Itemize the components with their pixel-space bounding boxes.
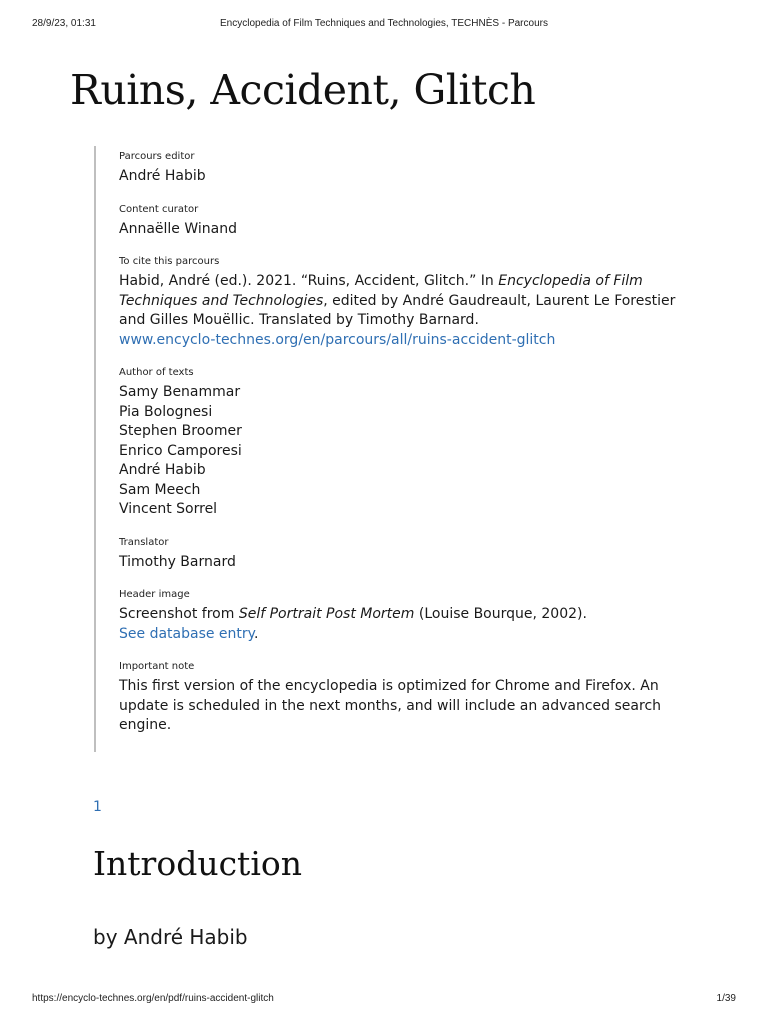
database-entry-suffix: .	[253, 625, 259, 642]
author-item: André Habib	[119, 462, 206, 478]
parcours-metadata	[94, 146, 679, 752]
editor-value: André Habib	[119, 168, 206, 184]
print-footer-url: https://encyclo-technes.org/en/pdf/ruins-accident-glitch	[32, 993, 274, 1004]
citation-text-part1: Habid, André (ed.). 2021. “Ruins, Accident, Glitch.” In	[119, 273, 499, 289]
header-image-credit	[119, 605, 679, 644]
editor-label: Parcours editor	[119, 151, 195, 162]
page-title: Ruins, Accident, Glitch	[70, 66, 536, 114]
citation-block	[119, 255, 679, 350]
header-image-block	[119, 588, 679, 644]
editor-block	[119, 150, 679, 187]
print-doc-title: Encyclopedia of Film Techniques and Technologies, TECHNÈS - Parcours	[220, 18, 548, 29]
authors-block	[119, 366, 679, 520]
author-item: Vincent Sorrel	[119, 501, 218, 517]
database-entry-link[interactable]: See database entry	[119, 625, 254, 642]
citation-label: To cite this parcours	[119, 256, 220, 267]
curator-value: Annaëlle Winand	[119, 220, 237, 237]
author-item: Pia Bolognesi	[119, 403, 213, 420]
author-item: Stephen Broomer	[119, 423, 242, 439]
author-item: Samy Benammar	[119, 384, 241, 400]
citation-italic-title: Encyclopedia of Film Techniques and Technologies	[119, 273, 643, 309]
section-heading: Introduction	[93, 844, 302, 883]
byline: by André Habib	[93, 925, 248, 949]
author-item: Enrico Camporesi	[119, 442, 242, 459]
header-image-film-title: Self Portrait Post Mortem	[238, 606, 415, 622]
note-text: This first version of the encyclopedia is optimized for Chrome and Firefox. An update is scheduled in the next months, and will include an advanced search engine.	[119, 678, 662, 733]
print-header	[32, 18, 736, 32]
note-block	[119, 660, 679, 736]
page-marker-link[interactable]: 1	[93, 799, 102, 815]
translator-value: Timothy Barnard	[119, 553, 236, 570]
header-image-text-part1: Screenshot from	[119, 606, 239, 622]
curator-block	[119, 203, 679, 240]
citation-text-part2: , edited by André Gaudreault, Laurent Le Forestier and Gilles Mouëllic. Translated by Timothy Barnard.	[119, 292, 676, 328]
curator-label: Content curator	[119, 203, 199, 215]
authors-label: Author of texts	[119, 367, 194, 378]
header-image-text-part2: (Louise Bourque, 2002).	[414, 606, 587, 622]
author-item: Sam Meech	[119, 481, 201, 498]
print-datetime: 28/9/23, 01:31	[32, 18, 96, 29]
citation-text	[119, 272, 679, 350]
print-footer	[32, 993, 736, 1007]
print-page-count: 1/39	[716, 993, 736, 1004]
translator-block	[119, 536, 679, 573]
note-label: Important note	[119, 661, 195, 672]
header-image-label: Header image	[119, 589, 190, 600]
citation-url-link[interactable]: www.encyclo-technes.org/en/parcours/all/ruins-accident-glitch	[119, 331, 556, 348]
translator-label: Translator	[119, 536, 169, 548]
authors-list	[119, 383, 679, 520]
